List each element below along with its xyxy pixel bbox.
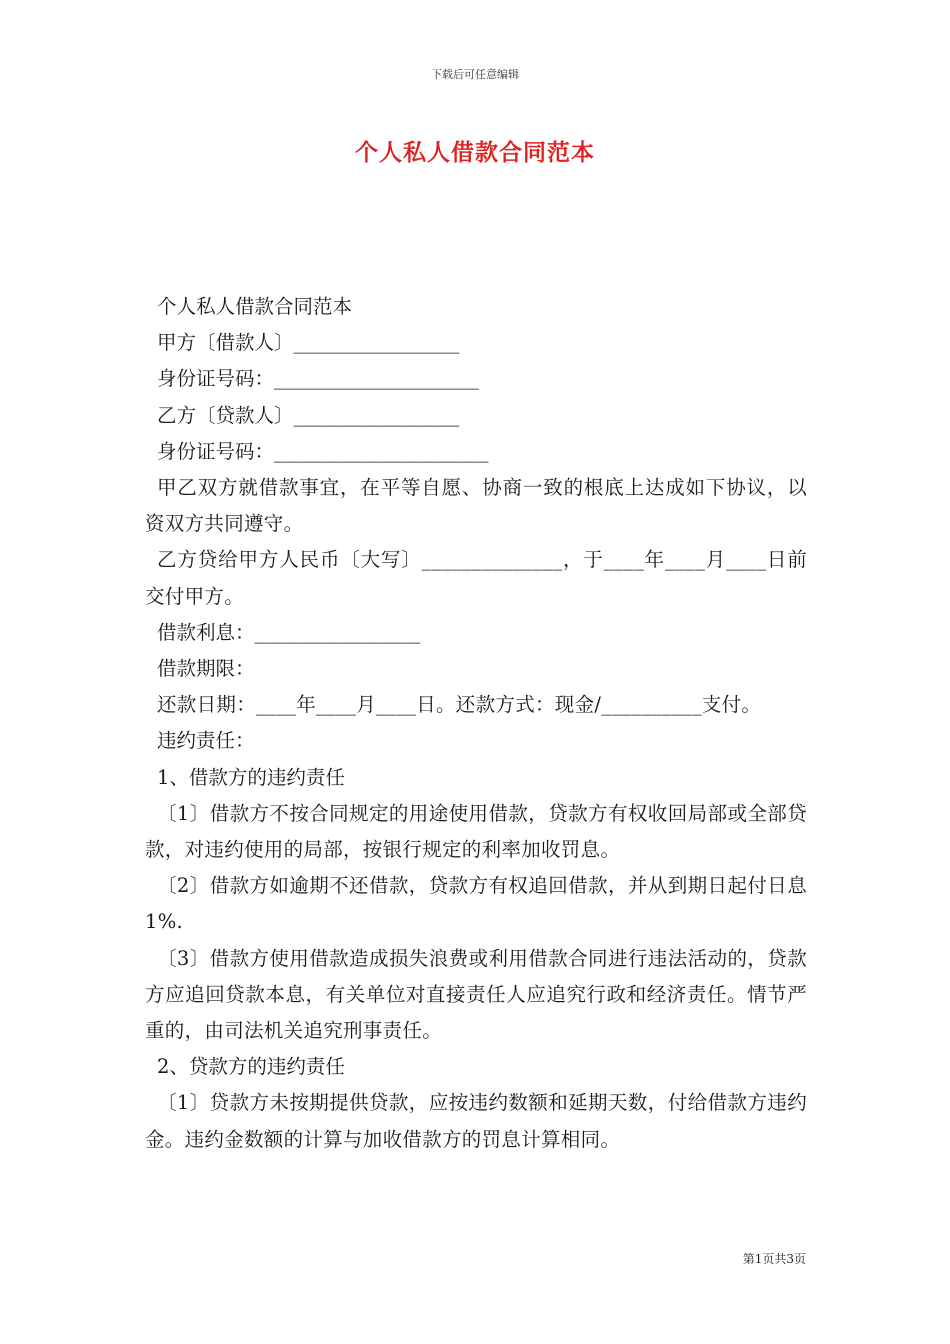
party-b-id-line: 身份证号码：______________________ <box>157 439 489 463</box>
agreement-intro: 甲乙双方就借款事宜，在平等自愿、协商一致的根底上达成如下协议，以资双方共同遵守。 <box>145 476 807 536</box>
loan-amount-clause: 乙方贷给甲方人民币〔大写〕______________，于____年____月____日前交付甲方。 <box>145 548 807 608</box>
borrower-liability-item-1: 〔1〕借款方不按合同规定的用途使用借款，贷款方有权收回局部或全部贷款，对违约使用的局部，按银行规定的利率加收罚息。 <box>145 801 807 862</box>
party-b-line: 乙方〔贷款人〕_________________ <box>157 403 460 427</box>
document-title: 个人私人借款合同范本 <box>355 139 595 166</box>
page-number: 第1页共3页 <box>742 1252 806 1266</box>
borrower-liability-item-2: 〔2〕借款方如逾期不还借款，贷款方有权追回借款，并从到期日起付日息1%. <box>145 874 807 934</box>
party-a-id-line: 身份证号码：_____________________ <box>157 367 479 391</box>
loan-interest-line: 借款利息：_________________ <box>157 620 421 644</box>
borrower-liability-item-3: 〔3〕借款方使用借款造成损失浪费或利用借款合同进行违法活动的，贷款方应追回贷款本息，有关单位对直接责任人应追究行政和经济责任。情节严重的，由司法机关追究刑事责任。 <box>145 946 807 1043</box>
borrower-liability-heading: 1、借款方的违约责任 <box>157 765 345 789</box>
body-heading: 个人私人借款合同范本 <box>157 295 353 318</box>
document-body <box>145 289 807 1158</box>
lender-liability-heading: 2、贷款方的违约责任 <box>157 1055 345 1079</box>
party-a-line: 甲方〔借款人〕_________________ <box>157 331 460 355</box>
loan-term-line: 借款期限： <box>157 657 255 681</box>
repayment-clause: 还款日期：____年____月____日。还款方式：现金/__________支付。 <box>157 693 762 717</box>
lender-liability-item-1: 〔1〕贷款方未按期提供贷款，应按违约数额和延期天数，付给借款方违约金。违约金数额的计算与加收借款方的罚息计算相同。 <box>145 1091 807 1151</box>
liability-heading: 违约责任： <box>157 729 255 753</box>
header-note: 下载后可任意编辑 <box>431 68 519 81</box>
